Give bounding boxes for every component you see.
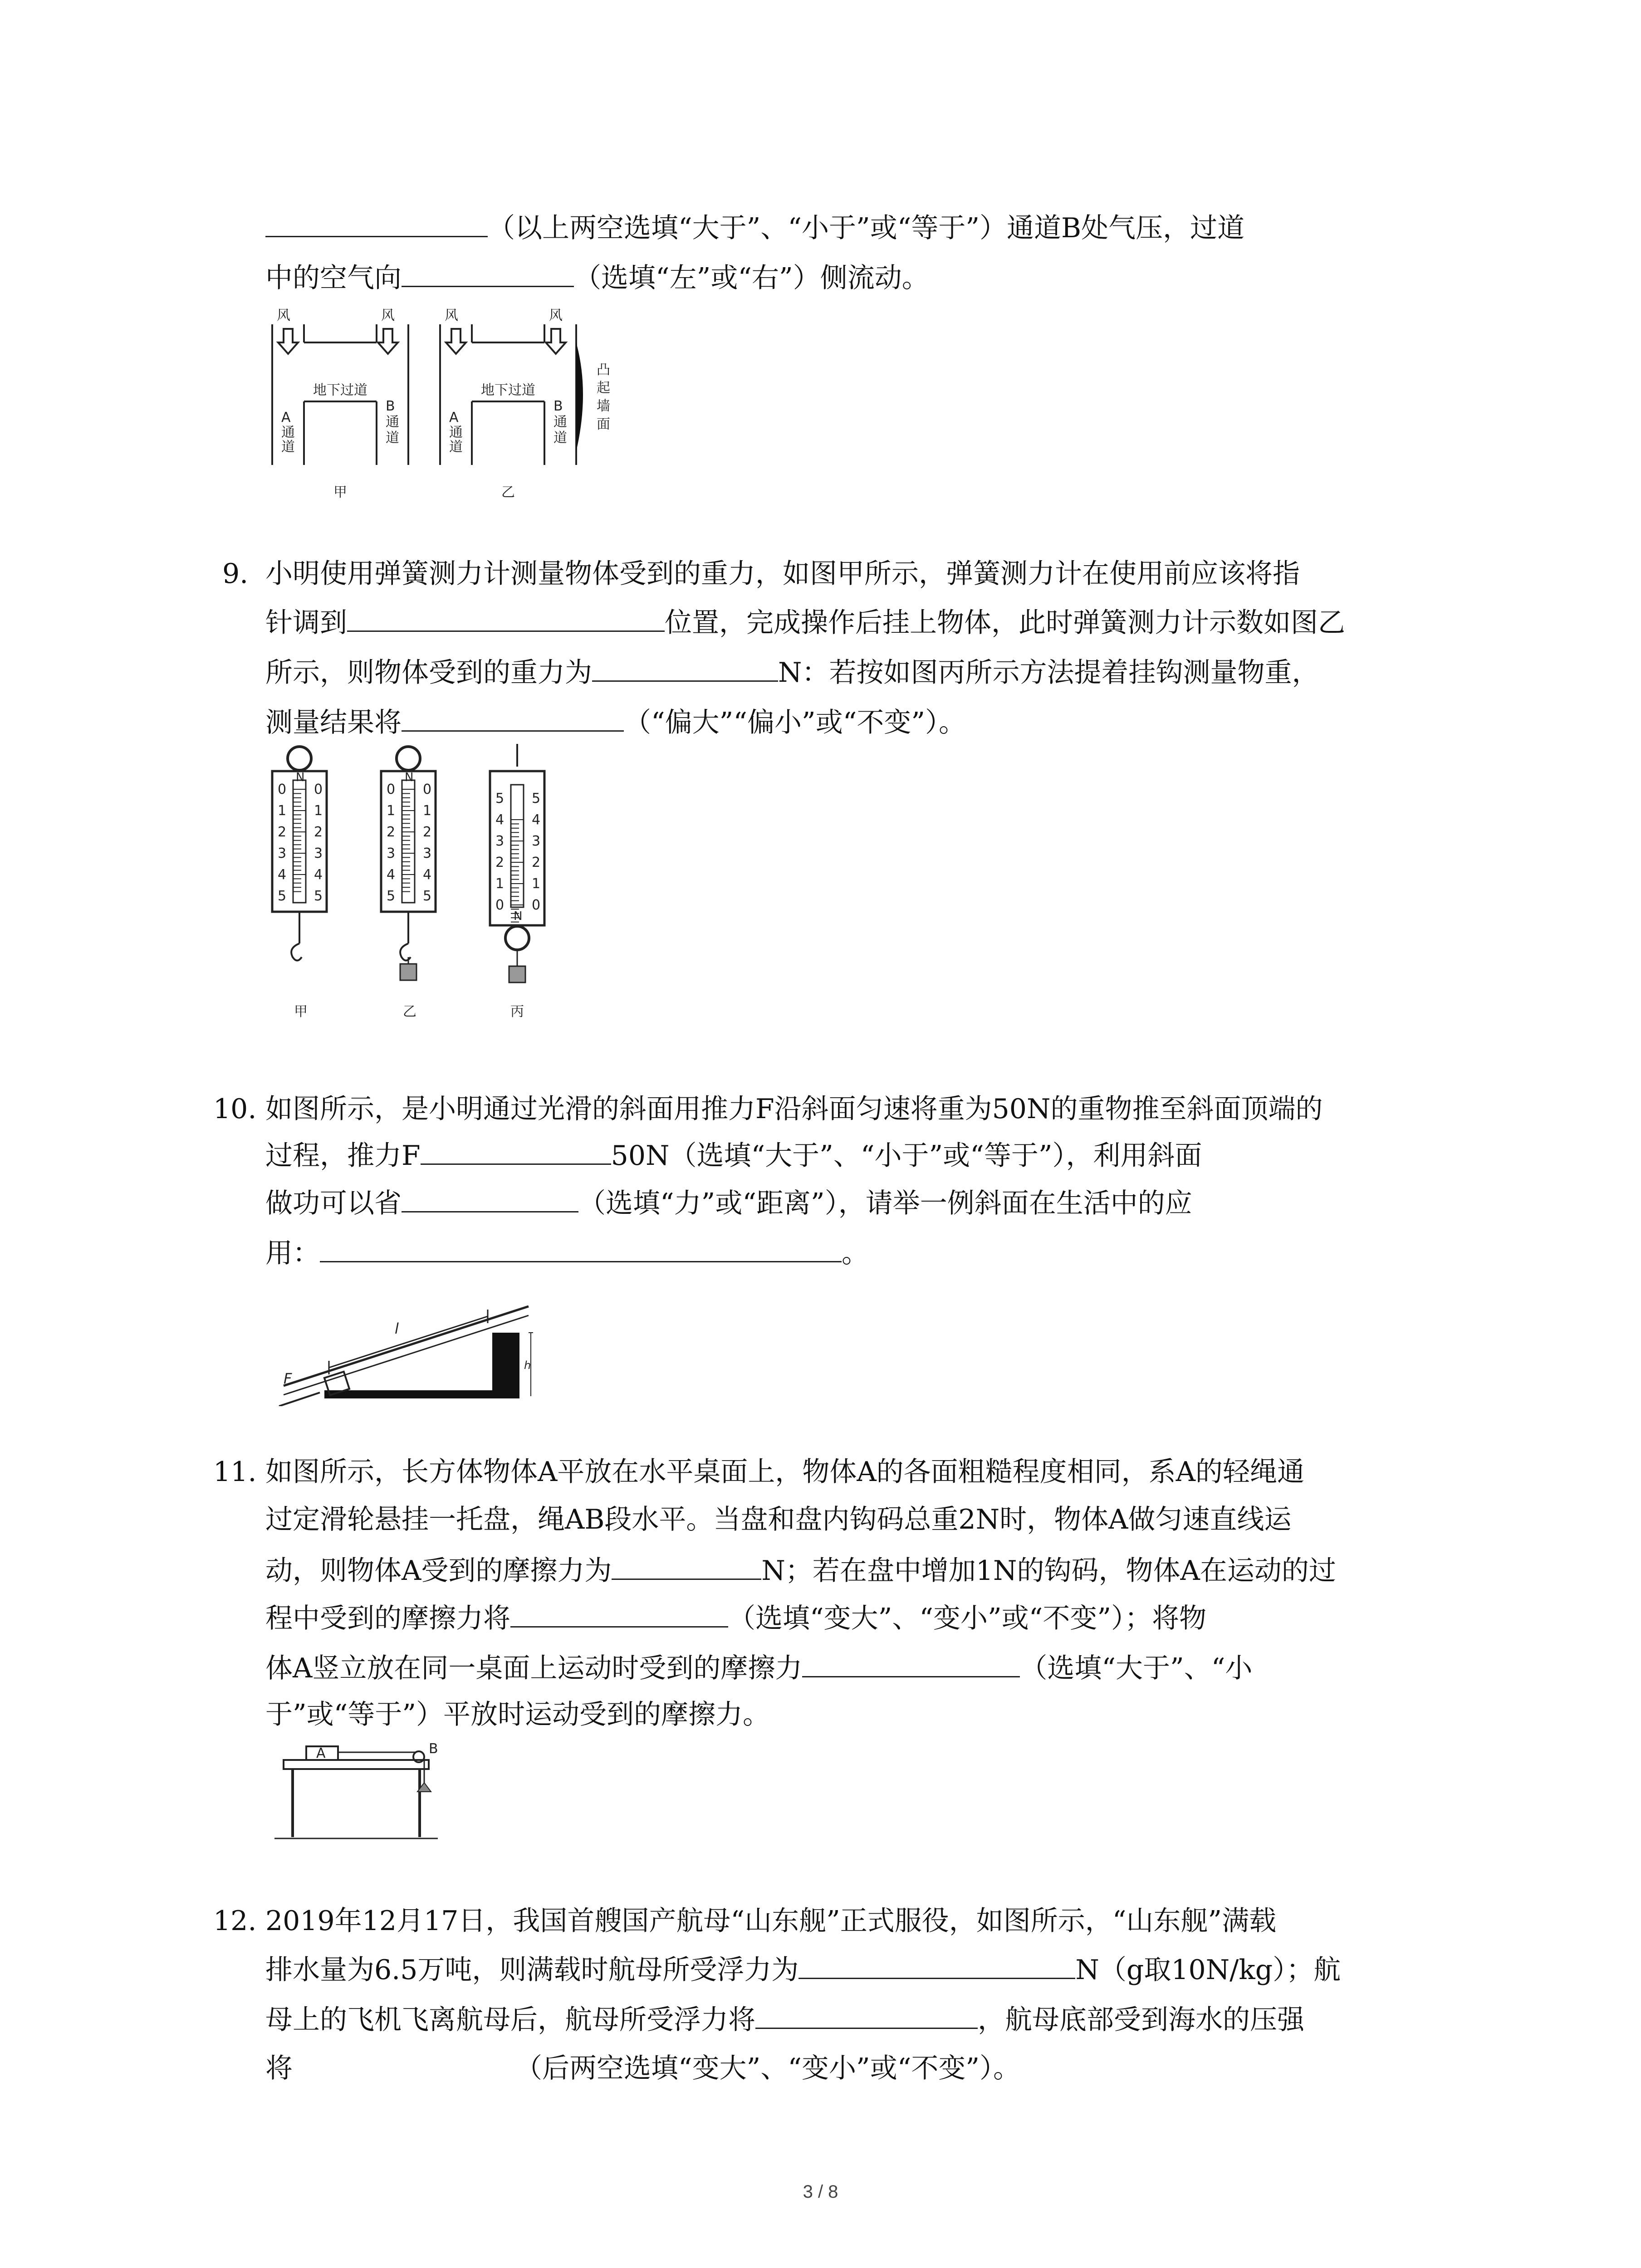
wind-arrow-icon [546,329,566,354]
weight-block [400,964,416,980]
scale-tick-label: 1 [278,803,287,819]
q11-line2: 过定滑轮悬挂一托盘，绳AB段水平。当盘和盘内钩码总重2N时，物体A做匀速直线运 [265,1504,1292,1535]
panel-label-jia: 甲 [294,1004,308,1020]
scale-tick-label: 2 [314,824,323,840]
wind-label: 风 [277,308,290,323]
svg-text:道: 道 [386,430,399,446]
svg-text:风: 风 [549,308,563,323]
scale-tick-label: 3 [532,833,541,849]
q12-line2: 排水量为6.5万吨，则满载时航母所受浮力为 N（g取10N/kg）；航 [265,1950,1341,1988]
q10-number: 10. [213,1093,257,1125]
scale-tick-label: 5 [278,888,287,904]
q12-number: 12. [213,1905,257,1937]
svg-text:道: 道 [449,439,463,455]
scale-tick-label: 5 [423,888,432,904]
scale-tick-label: 4 [314,867,323,883]
scale-tick-label: 4 [278,867,287,883]
scale-tick-label: 4 [532,812,541,828]
svg-text:N: N [296,771,305,784]
scale-tick-label: 0 [387,782,396,797]
scale-tick-label: 1 [387,803,396,819]
q10-blank-1[interactable] [421,1136,611,1165]
q11-number: 11. [213,1456,257,1488]
scale-tick-label: 5 [495,791,505,807]
svg-text:通: 通 [386,414,399,430]
height-label: h [524,1359,531,1372]
label-b: B [429,1741,438,1757]
q9-figure [259,739,603,1036]
q12-line3: 母上的飞机飞离航母后，航母所受浮力将 ，航母底部受到海水的压强 [265,2000,1304,2038]
q10-blank-2[interactable] [402,1184,578,1212]
scale-tick-label: 0 [423,782,432,797]
scale-tick-label: 5 [314,888,323,904]
incline-support [492,1333,519,1396]
scale-tick-label: 3 [387,846,396,861]
svg-text:通: 通 [449,425,463,440]
scale-tick-label: 0 [278,782,287,797]
svg-text:风: 风 [445,308,458,323]
wind-arrow-icon [278,329,298,354]
passage-label: 地下过道 [313,382,367,398]
scale-tick-label: 3 [314,846,323,861]
q9-blank-2[interactable] [592,653,778,682]
force-label: F [284,1370,292,1387]
q12-blank-2[interactable] [755,2000,978,2029]
q9-line3: 所示，则物体受到的重力为 N：若按如图丙所示方法提着挂钩测量物重， [265,653,1319,691]
q12-line1: 2019年12月17日，我国首艘国产航母“山东舰”正式服役，如图所示，“山东舰”满载 [265,1905,1277,1937]
q12-line4: 将 （后两空选填“变大”、“变小”或“不变”）。 [265,2053,1021,2084]
q11-figure [274,1735,465,1846]
q9-blank-1[interactable] [347,603,665,632]
q8-line2: 中的空气向 （选填“左”或“右”）侧流动。 [265,259,929,296]
scale-tick-label: 1 [532,876,541,892]
q9-line4: 测量结果将 （“偏大”“偏小”或“不变”）。 [265,703,966,741]
page-footer: 3 / 8 [803,2182,838,2202]
q10-line3: 做功可以省 （选填“力”或“距离”），请举一例斜面在生活中的应 [265,1184,1192,1222]
scale-tick-label: 0 [314,782,323,797]
q8-figure [263,302,635,503]
q12-blank-1[interactable] [798,1950,1075,1979]
panel-label-yi: 乙 [403,1004,416,1020]
q10-blank-3[interactable] [320,1234,842,1262]
scale-tick-label: 0 [532,897,541,913]
svg-text:通: 通 [281,425,295,440]
scale-tick-label: 1 [495,876,505,892]
svg-text:N: N [405,771,414,784]
scale-tick-label: 2 [278,824,287,840]
table-top [284,1760,429,1769]
bulge-wall-icon [576,342,583,451]
q9-number: 9. [222,558,249,590]
wind-arrow-icon [446,329,466,354]
scale-tick-label: 5 [532,791,541,807]
q9-blank-3[interactable] [402,703,624,732]
svg-text:墙: 墙 [597,398,610,414]
weight-block [509,966,525,982]
q11-blank-1[interactable] [612,1551,761,1580]
scale-tick-label: 3 [495,833,505,849]
scale-tick-label: 1 [314,803,323,819]
svg-text:凸: 凸 [597,362,610,378]
q11-blank-2[interactable] [510,1599,728,1628]
q10-figure [274,1288,538,1408]
scale-tick-label: 3 [278,846,287,861]
svg-text:面: 面 [597,416,610,432]
q8-line1: （以上两空选填“大于”、“小于”或“等于”）通道B处气压，过道 [265,209,1244,246]
scale-tick-label: 1 [423,803,432,819]
q10-line1: 如图所示，是小明通过光滑的斜面用推力F沿斜面匀速将重为50N的重物推至斜面顶端的 [265,1093,1323,1125]
q11-line3: 动，则物体A受到的摩擦力为 N；若在盘中增加1N的钩码，物体A在运动的过 [265,1551,1336,1589]
scale-tick-label: 2 [387,824,396,840]
svg-text:地下过道: 地下过道 [481,382,535,398]
svg-text:通: 通 [554,414,567,430]
wind-label: 风 [381,308,395,323]
wind-arrow-icon [378,329,398,354]
q8-blank-2[interactable] [265,209,488,237]
label-a: A [316,1745,326,1761]
scale-tick-label: 2 [423,824,432,840]
scale-tick-label: 4 [495,812,505,828]
q10-line4: 用： 。 [265,1234,869,1271]
scale-tick-label: 4 [387,867,396,883]
svg-text:A: A [449,410,459,425]
scale-tick-label: 2 [532,855,541,870]
q9-line1: 小明使用弹簧测力计测量物体受到的重力，如图甲所示，弹簧测力计在使用前应该将指 [265,558,1300,590]
svg-text:B: B [554,398,563,414]
q10-line2: 过程，推力F 50N（选填“大于”、“小于”或“等于”），利用斜面 [265,1136,1202,1174]
scale-tick-label: 4 [423,867,432,883]
scale-tick-label: 5 [387,888,396,904]
svg-text:起: 起 [597,380,610,396]
b-label: B [386,398,395,414]
a-label: A [281,410,291,425]
svg-text:道: 道 [281,439,295,455]
q11-line6: 于”或“等于”）平放时运动受到的摩擦力。 [265,1699,770,1730]
svg-text:道: 道 [554,430,567,446]
panel-label-yi: 乙 [501,484,515,500]
incline-surface [284,1306,529,1386]
panel-label-jia: 甲 [333,484,347,500]
incline-base [324,1390,519,1398]
q11-line1: 如图所示，长方体物体A平放在水平桌面上，物体A的各面粗糙程度相同，系A的轻绳通 [265,1456,1304,1488]
q11-blank-3[interactable] [802,1649,1020,1677]
q11-line4: 程中受到的摩擦力将 （选填“变大”、“变小”或“不变”）；将物 [265,1599,1206,1637]
scale-tick-label: 3 [423,846,432,861]
scale-tick-label: 0 [495,897,505,913]
panel-label-bing: 丙 [510,1004,524,1020]
svg-text:N: N [514,909,523,923]
scale-tick-label: 2 [495,855,505,870]
q8-blank-3[interactable] [402,259,574,287]
q11-line5: 体A竖立放在同一桌面上运动时受到的摩擦力 （选填“大于”、“小 [265,1649,1252,1686]
length-label: l [395,1320,399,1337]
q9-line2: 针调到 位置，完成操作后挂上物体，此时弹簧测力计示数如图乙 [265,603,1345,641]
